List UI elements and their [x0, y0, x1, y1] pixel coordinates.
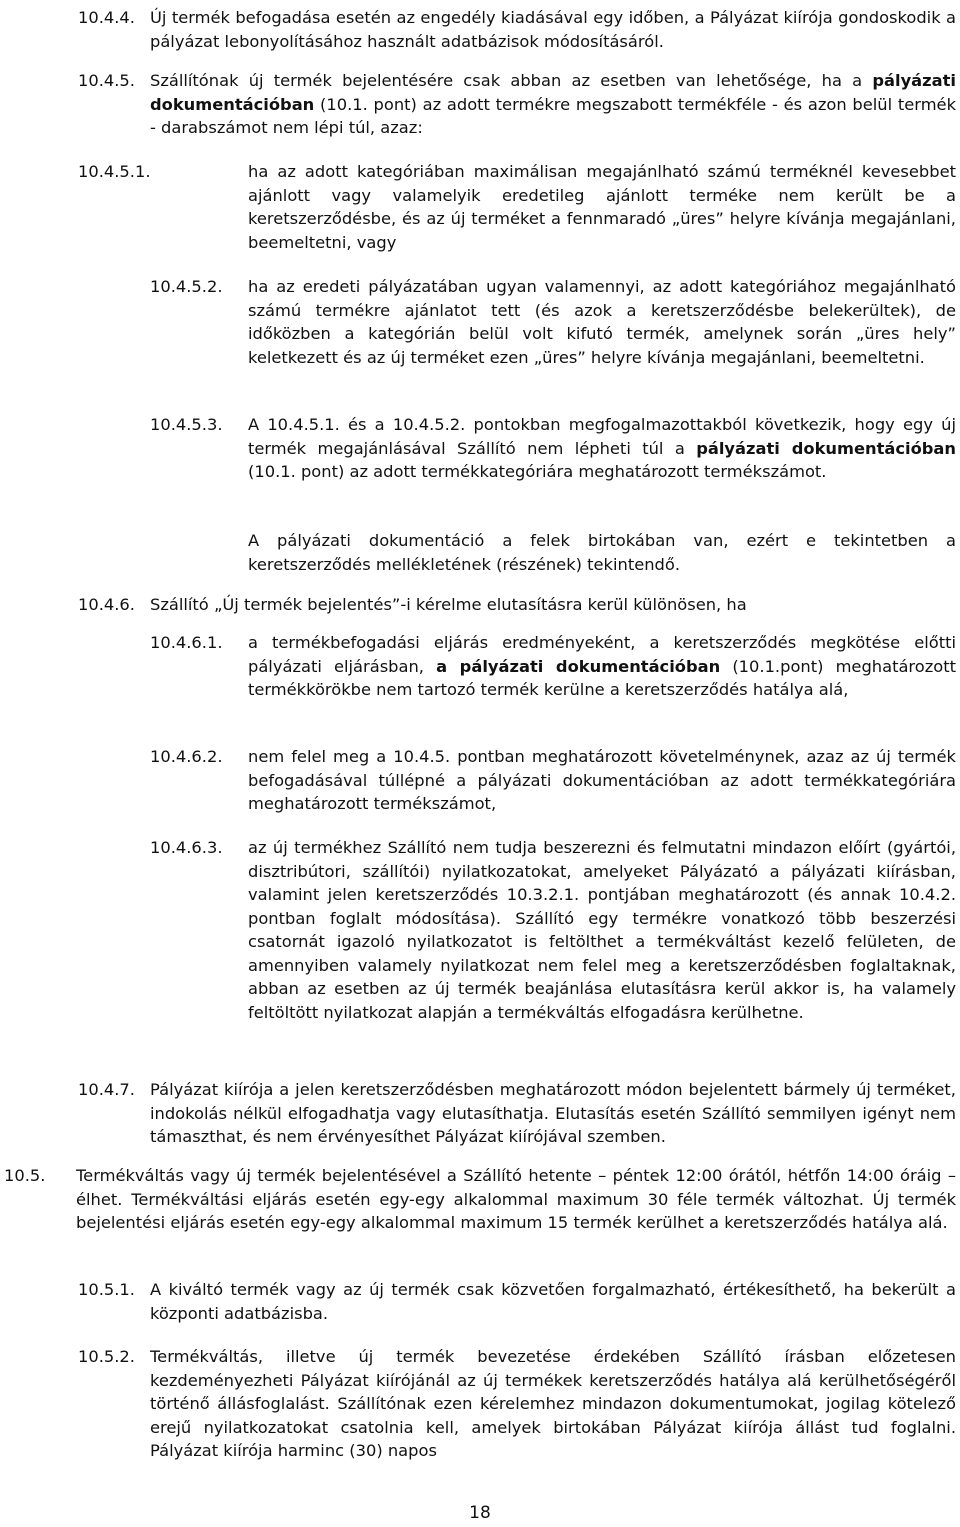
section-number: 10.4.6.1.: [150, 633, 223, 652]
bold-reference: pályázati dokumentációban: [696, 438, 957, 458]
section-10-4-6-2: [150, 745, 956, 816]
section-10-5-2: [78, 1345, 956, 1463]
section-number: 10.4.5.1.: [78, 162, 151, 181]
section-text: Pályázat kiírója a jelen keretszerződésben meghatározott módon bejelentett bármely új terméket, indokolás nélkül elfogadhatja vagy elutasíthatja. Elutasítás esetén Szállító semmilyen igényt nem támaszthat, és nem érvényesíthet Pályázat kiírójával szemben.: [150, 1080, 956, 1146]
section-number: 10.4.5.3.: [150, 415, 223, 434]
section-number: 10.4.5.2.: [150, 277, 223, 296]
section-number: 10.5.1.: [78, 1280, 135, 1299]
section-number: 10.4.7.: [78, 1080, 135, 1099]
section-10-4-6-1: [150, 631, 956, 702]
section-number: 10.5.: [4, 1166, 46, 1185]
section-text: Szállítónak új termék bejelentésére csak abban az esetben van lehetősége, ha a pályázati dokumentációban (10.1. pont) az adott termékre megszabott termékféle - és azon belül termék - darabszámot nem lépi túl, azaz:: [150, 71, 956, 137]
section-10-4-6-3: [150, 836, 956, 1024]
section-10-5-1: [78, 1278, 956, 1325]
section-text: A pályázati dokumentáció a felek birtokában van, ezért e tekintetben a keretszerződés mellékletének (részének) tekintendő.: [248, 531, 956, 574]
section-10-4-4: [78, 6, 956, 53]
section-number: 10.5.2.: [78, 1347, 135, 1366]
section-text: az új termékhez Szállító nem tudja beszerezni és felmutatni mindazon előírt (gyártói, disztribútori, szállítói) nyilatkozatokat, amelyeket Pályázató a pályázati kiírásban, valamint jelen keretszerződés 10.3.2.1. pontjában meghatározott (és annak 10.4.2. pontban foglalt módosítása). Szállító egy termékre vonatkozó több beszerzési csatornát igazoló nyilatkozatot is feltölthet a termékváltást kezelő felületen, de amennyiben valamely nyilatkozat nem felel meg a keretszerződésben foglaltaknak, abban az esetben az új termék beajánlása elutasításra kerül akkor is, ha valamely feltöltött nyilatkozat alapján a termékváltás elfogadásra kerülhetne.: [248, 838, 956, 1022]
section-text: Termékváltás, illetve új termék bevezetése érdekében Szállító írásban előzetesen kezdeményezheti Pályázat kiírójánál az új termékek keretszerződés hatálya alá kerülhetőségéről történő állásfoglalást. Szállítónak ezen kérelemhez mindazon dokumentumokat, jogilag kötelező erejű nyilatkozatokat csatolnia kell, amelyek birtokában Pályázat kiírója állást tud foglalni. Pályázat kiírója harminc (30) napos: [150, 1347, 956, 1460]
section-10-5: [4, 1164, 956, 1235]
section-text: Szállító „Új termék bejelentés”-i kérelme elutasításra kerül különösen, ha: [150, 595, 747, 614]
section-text: a termékbefogadási eljárás eredményeként, a keretszerződés megkötése előtti pályázati eljárásban, a pályázati dokumentációban (10.1.pont) meghatározott termékkörökbe nem tartozó termék kerülne a keretszerződés hatálya alá,: [248, 633, 957, 699]
section-text: A kiváltó termék vagy az új termék csak közvetően forgalmazható, értékesíthető, ha bekerült a központi adatbázisba.: [150, 1280, 956, 1323]
section-text: Új termék befogadása esetén az engedély kiadásával egy időben, a Pályázat kiírója gondoskodik a pályázat lebonyolításához használt adatbázisok módosításáról.: [150, 8, 956, 51]
section-number: 10.4.4.: [78, 8, 135, 27]
section-number: 10.4.6.3.: [150, 838, 223, 857]
section-text: ha az eredeti pályázatában ugyan valamennyi, az adott kategóriához megajánlható számú termékre ajánlatot tett (és azok a keretszerződésbe belekerültek), de időközben a kategórián belül volt kifutó termék, amelynek során „üres hely” keletkezett és az új terméket ezen „üres” helyre kívánja megajánlani, beemeltetni.: [248, 277, 956, 367]
bold-reference: a pályázati dokumentációban: [436, 656, 721, 676]
page-number: 18: [469, 1503, 491, 1523]
bold-reference: pályázati dokumentációban: [150, 71, 956, 114]
section-number: 10.4.5.: [78, 71, 135, 90]
section-text: nem felel meg a 10.4.5. pontban meghatározott követelménynek, azaz az új termék befogadásával túllépné a pályázati dokumentációban az adott termékkategóriára meghatározott termékszámot,: [248, 747, 956, 813]
section-10-4-5: [78, 69, 956, 140]
section-10-4-5-1: [78, 160, 956, 254]
section-10-4-7: [78, 1078, 956, 1149]
section-10-4-5-2: [150, 275, 956, 369]
section-10-4-6: [78, 593, 956, 617]
section-text: A 10.4.5.1. és a 10.4.5.2. pontokban megfogalmazottakból következik, hogy egy új termék megajánlásával Szállító nem lépheti túl a pályázati dokumentációban (10.1. pont) az adott termékkategóriára meghatározott termékszámot.: [248, 415, 957, 481]
paragraph-documentation-note: [248, 529, 956, 576]
section-text: ha az adott kategóriában maximálisan megajánlható számú terméknél kevesebbet ajánlott vagy valamelyik eredetileg ajánlott terméke nem került be a keretszerződésbe, és az új terméket a fennmaradó „üres” helyre kívánja megajánlani, beemeltetni, vagy: [248, 162, 956, 252]
section-number: 10.4.6.: [78, 595, 135, 614]
section-number: 10.4.6.2.: [150, 747, 223, 766]
section-text: Termékváltás vagy új termék bejelentésével a Szállító hetente – péntek 12:00 órától, hétfőn 14:00 óráig – élhet. Termékváltási eljárás esetén egy-egy alkalommal maximum 30 féle termék változhat. Új termék bejelentési eljárás esetén egy-egy alkalommal maximum 15 termék kerülhet a keretszerződés hatálya alá.: [76, 1166, 956, 1232]
section-10-4-5-3: [150, 413, 956, 484]
